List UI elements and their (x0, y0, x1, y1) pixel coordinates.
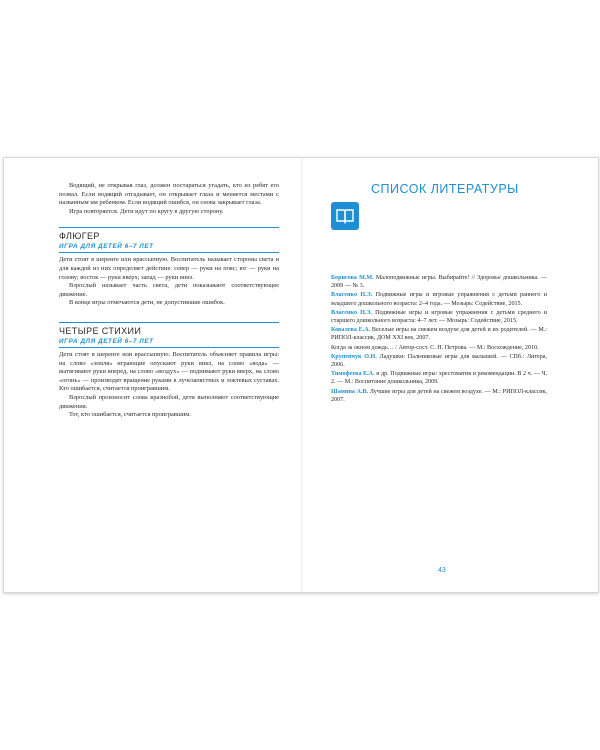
section-paragraph: Взрослый произносит слова вразнобой, дети выполняют соответствующие движения. (59, 393, 279, 410)
bib-author: Крупенчук О.Н. (331, 353, 377, 360)
section-title: ЧЕТЫРЕ СТИХИИ (59, 322, 279, 336)
section-subtitle: ИГРА ДЛЯ ДЕТЕЙ 6–7 ЛЕТ (59, 338, 279, 348)
book-icon (331, 202, 359, 230)
bib-entry (331, 291, 547, 307)
bib-text: Малоподвижные игры. Выбирайте! // Здоровье дошкольника. — 2009 — № 3. (331, 275, 547, 290)
section-fluger (59, 227, 279, 308)
bib-entry (331, 353, 547, 369)
left-page (59, 182, 279, 420)
bib-entry (331, 388, 547, 404)
section-paragraph: Тот, кто ошибается, считается проигравшим. (69, 411, 191, 419)
section-paragraph: В конце игры отмечаются дети, не допустившие ошибок. (69, 299, 225, 307)
bib-author: Борисова М.М. (331, 275, 374, 281)
bib-text: и др. Подвижные игры: хрестоматия и рекомендации. В 2 ч. — Ч. 2. — М.: Воспитание дошкольника, 2009. (331, 371, 547, 386)
bib-author: Шамина А.В. (331, 388, 369, 395)
intro-paragraph-1: Водящий, не открывая глаз, должен постараться угадать, кто из ребят его позвал. Если водящий отгадывает, он открывает глаза и меняется местами с названным им ребенком. Если водящий ошибся, он снова закрывает глаза. (59, 182, 279, 207)
bib-text: Когда за окном дождь… / Автор-сост. С. Н. Петрова. — М.: Восхождение, 2010. (331, 344, 539, 351)
bib-entry (331, 370, 547, 386)
page-number: 43 (438, 567, 446, 574)
bibliography-list (331, 274, 547, 404)
bib-text: Подвижные игры и игровые упражнения с детьми среднего и старшего дошкольного возраста: 4–7 лет. — Мозырь: Содействие, 2015. (331, 309, 547, 325)
book-spread (3, 157, 599, 593)
bibliography-title: СПИСОК ЛИТЕРАТУРЫ (371, 182, 519, 196)
section-subtitle: ИГРА ДЛЯ ДЕТЕЙ 6–7 ЛЕТ (59, 243, 279, 253)
bib-entry (331, 274, 547, 290)
bib-text: Веселые игры на свежем воздухе для детей и их родителей. — М.: РИПОЛ-классик, ДОМ XXI век, 2007. (331, 327, 547, 342)
book-icon-glyph (335, 208, 355, 224)
section-title: ФЛЮГЕР (59, 227, 279, 241)
section-paragraph: Взрослый называет часть света, дети показывают соответствующее движение. (59, 282, 279, 298)
bib-entry (331, 344, 547, 352)
bib-text: Подвижные игры и игровые упражнения с детьми раннего и младшего дошкольного возраста: 2–4 года. — Мозырь: Содействие, 2015. (331, 292, 547, 307)
bib-text: Лучшие игры для детей на свежем воздухе. — М.: РИПОЛ-классик, 2007. (331, 388, 547, 403)
bib-author: Власенко Н.Э. (331, 292, 373, 299)
section-paragraph: Дети стоят в шеренге или врассыпную. Воспитатель объясняет правила игры: на слово «земля» играющие опускают руки вниз, на слово «вода» — вытягивают руки вперед, на слово «воздух» — поднимают руки вверх, на слово «огонь» — производят вращение руками в лучезапястных и локтевых суставах. Кто ошибается, считается проигравшим. (59, 350, 279, 393)
bib-author: Власенко Н.Э. (331, 309, 373, 316)
bib-text: Ладушки: Пальчиковые игры для малышей. — СПб.: Литера, 2006. (331, 353, 547, 369)
bib-author: Тимофеева Е.А. (331, 371, 375, 378)
bib-author: Ковалева Е.А. (331, 327, 371, 334)
section-paragraph: Дети стоят в шеренге или врассыпную. Воспитатель называет стороны света и для каждой из них определяет действие: север — руки на пояс; юг — руки на голову; восток — руки вверх; запад — руки вниз. (59, 256, 279, 281)
page-gutter (301, 158, 302, 592)
section-four-elements (59, 322, 279, 420)
right-page (331, 182, 547, 405)
intro-paragraph-2: Игра повторяется. Дети идут по кругу в другую сторону. (69, 207, 224, 215)
bib-entry (331, 326, 547, 342)
bib-entry (331, 309, 547, 325)
